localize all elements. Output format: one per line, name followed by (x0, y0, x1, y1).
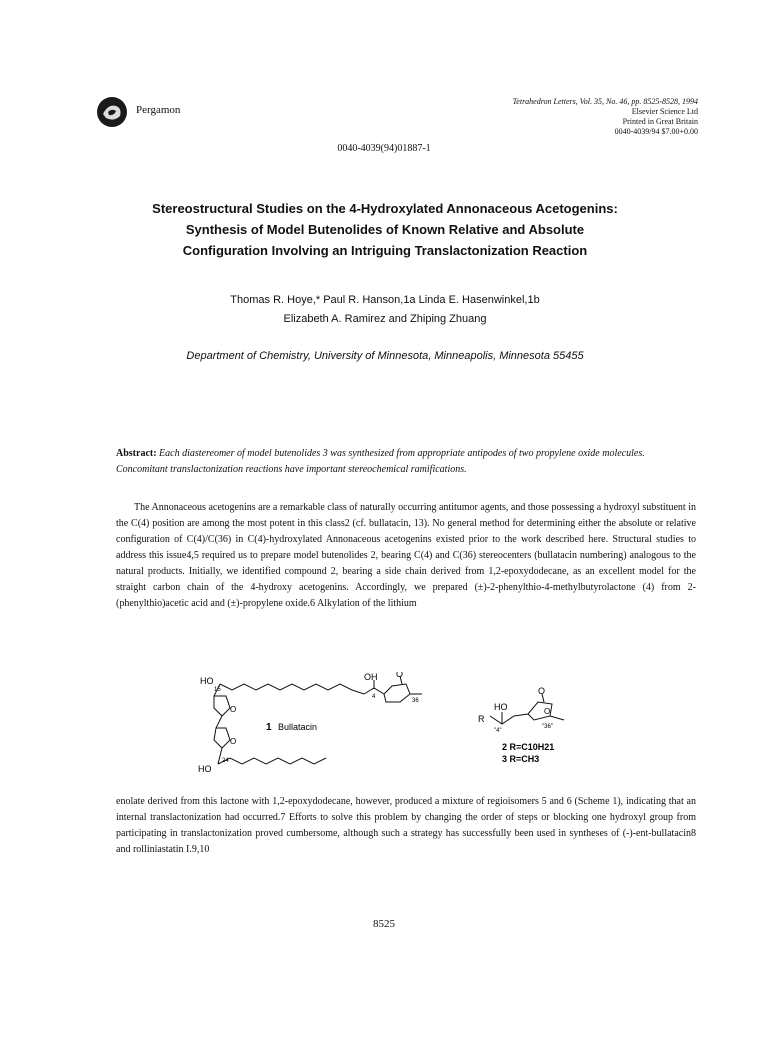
ring-o-right: O (544, 707, 551, 716)
journal-price: 0040-4039/94 $7.00+0.00 (614, 127, 698, 136)
ring-o-1: O (230, 705, 237, 714)
butenolide-model-structure (472, 686, 612, 786)
c4-quoted-label: "4" (494, 728, 502, 734)
compound-1-number: 1 (266, 722, 272, 733)
r-label: R (478, 714, 485, 724)
carbonyl-o-label: O (396, 672, 404, 679)
oh-label: OH (364, 672, 378, 682)
authors (90, 291, 680, 329)
journal-publisher: Elsevier Science Ltd (631, 107, 698, 116)
bullatacin-structure (196, 672, 456, 782)
ring-o-2: O (230, 737, 237, 746)
journal-printed: Printed in Great Britain (622, 117, 698, 126)
body-paragraph-1: The Annonaceous acetogenins are a remarkable class of naturally occurring antitumor agents, and those possessing a hydroxyl substituent in the C(4) position are among the most potent in this class2 (cf. bullatacin, 13). No general method for determining either the absolute or relative configuration of C(4)/C(36) in C(4)-hydroxylated Annonaceous acetogenins existed prior to the work described here. Structural studies to address this issue4,5 required us to prepare model butenolides 2, bearing C(4) and C(36) stereocenters (bullatacin numbering) analogous to the natural products. Initially, we identified compound 2, bearing a side chain derived from 1,2-epoxydodecane, as an excellent model for the straight carbon chain of the 4-hydroxy acetogenins. Accordingly, we prepared (±)-2-phenylthio-4-methylbutyrolactone (4) from 2-(phenylthio)acetic acid and (±)-propylene oxide.6 Alkylation of the lithium (116, 502, 696, 609)
doi: 0040-4039(94)01887-1 (337, 143, 431, 154)
publisher-logo (96, 96, 236, 128)
ho-top-label: HO (200, 676, 214, 686)
compound-2-label: 2 R=C10H21 (502, 742, 555, 752)
journal-citation: Tetrahedron Letters, Vol. 35, No. 46, pp. 8525-8528, 1994 (512, 97, 698, 106)
carbonyl-o-right: O (538, 686, 546, 696)
title-line-1: Stereostructural Studies on the 4-Hydroxylated Annonaceous Acetogenins: (152, 201, 618, 216)
pergamon-logo-icon (96, 96, 128, 128)
authors-line-1: Thomas R. Hoye,* Paul R. Hanson,1a Linda E. Hasenwinkel,1b (230, 294, 540, 306)
title-line-2: Synthesis of Model Butenolides of Known Relative and Absolute (185, 222, 585, 237)
title-line-3: Configuration Involving an Intriguing Translactonization Reaction (182, 243, 588, 258)
c4-label: 4 (372, 694, 376, 700)
journal-info (513, 97, 698, 137)
publisher-name: Pergamon (136, 104, 181, 116)
c36-label: 36 (412, 698, 419, 704)
compound-3-label: 3 R=CH3 (502, 754, 540, 764)
affiliation: Department of Chemistry, University of Minnesota, Minneapolis, Minnesota 55455 (186, 350, 584, 362)
c36-quoted-label: "36" (542, 724, 553, 730)
abstract-text: Each diastereomer of model butenolides 3 was synthesized from appropriate antipodes of two propylene oxide molecules. Concomitant translactonization reactions have important stereochemical ramifications. (116, 448, 645, 475)
c24-label: 24 (222, 758, 229, 764)
body-paragraph-2: enolate derived from this lactone with 1,2-epoxydodecane, however, produced a mixture of regioisomers 5 and 6 (Scheme 1), indicating that an internal translactonization had occurred.7 Efforts to solve this problem by changing the order of steps or blocking one hydroxyl group from participating in translactonization proved cumbersome, although such a strategy has successfully been used in syntheses of (-)-ent-bullatacin8 and rolliniastatin I.9,10 (116, 796, 696, 855)
article-title (90, 198, 680, 261)
abstract-label: Abstract: (116, 448, 157, 459)
authors-line-2: Elizabeth A. Ramirez and Zhiping Zhuang (283, 313, 487, 325)
compound-1-name: Bullatacin (278, 722, 318, 732)
c15-label: 15 (214, 687, 221, 693)
ho-bottom-label: HO (198, 764, 212, 774)
ho-right-label: HO (494, 702, 508, 712)
page-number: 8525 (373, 918, 395, 930)
abstract (116, 446, 696, 478)
